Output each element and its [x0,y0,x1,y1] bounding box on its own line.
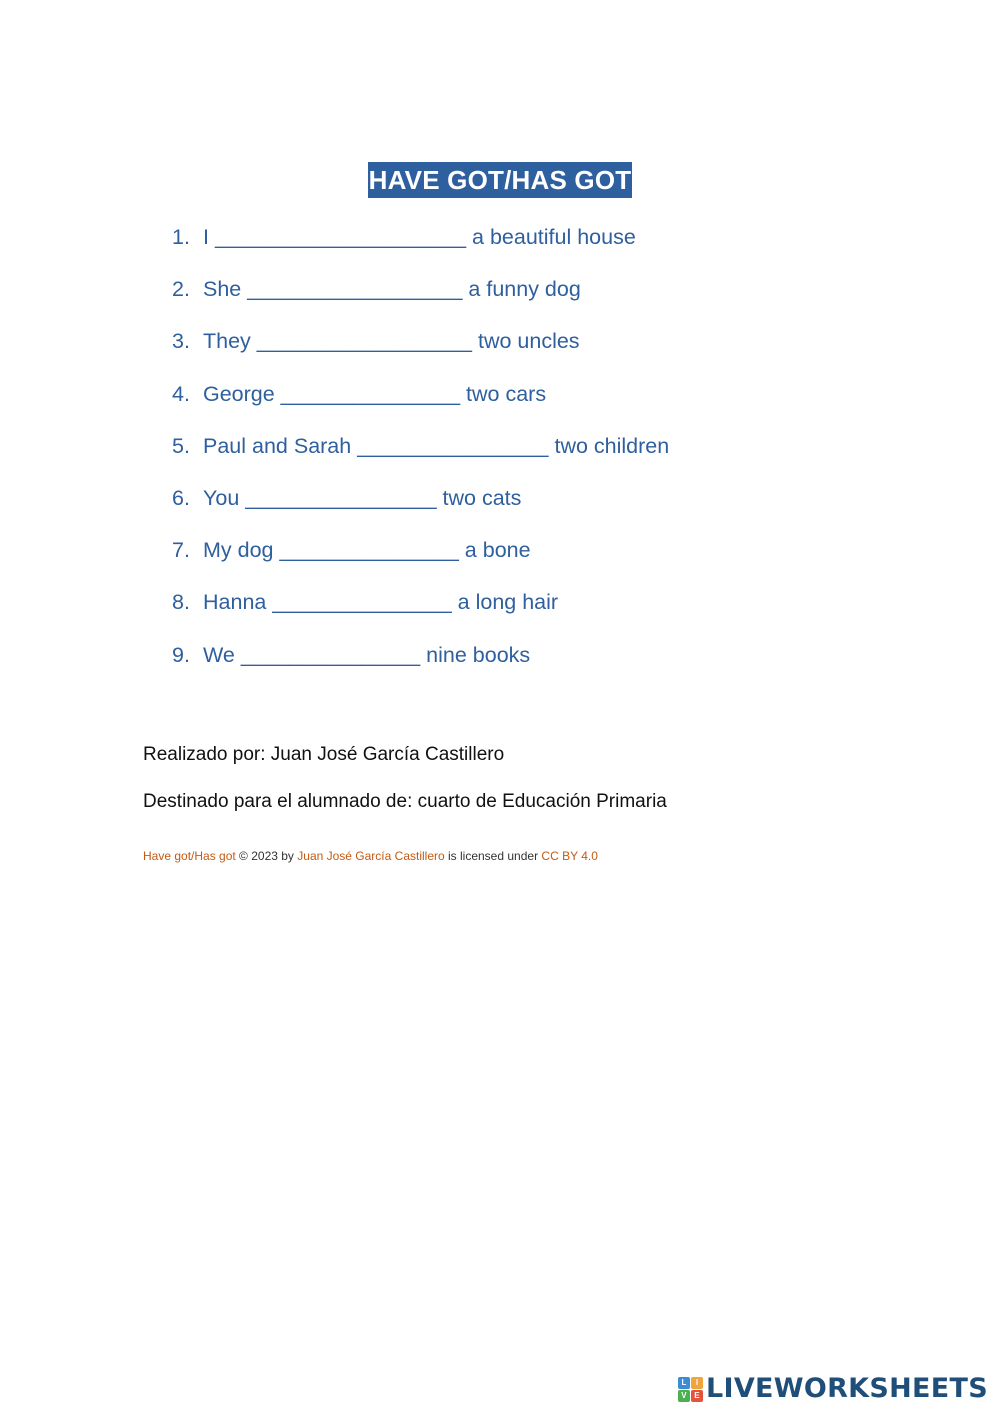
item-sentence: You ________________ two cats [203,485,522,510]
item-sentence: They __________________ two uncles [203,329,580,354]
liveworksheets-wordmark: LIVEWORKSHEETS [705,1373,988,1404]
logo-tile: E [691,1390,703,1402]
item-sentence: Hanna _______________ a long hair [203,590,559,615]
item-number: 4. [172,381,190,406]
item-sentence: I _____________________ a beautiful house [203,225,636,249]
credit-target: Destinado para el alumnado de: cuarto de Educación Primaria [143,791,667,812]
logo-tile: L [678,1377,690,1389]
exercise-item-9 [172,638,669,690]
item-number: 9. [172,642,190,667]
license-line [143,849,598,863]
exercise-item-1 [172,220,669,272]
item-sentence: She __________________ a funny dog [203,277,581,302]
item-sentence: George _______________ two cars [203,381,547,406]
exercise-item-6 [172,481,669,533]
exercise-item-5 [172,429,669,481]
item-sentence: We _______________ nine books [203,642,531,667]
liveworksheets-brand[interactable] [678,1374,988,1404]
exercise-list [172,220,669,690]
item-sentence: Paul and Sarah ________________ two children [203,433,670,458]
item-number: 7. [172,538,190,563]
worksheet-title-wrapper [0,162,1000,198]
license-work-link[interactable]: Have got/Has got [143,849,236,863]
exercise-item-3 [172,324,669,376]
item-number: 6. [172,485,190,510]
logo-tile: V [678,1390,690,1402]
item-number: 5. [172,433,190,458]
exercise-item-7 [172,533,669,585]
license-author-link[interactable]: Juan José García Castillero [297,849,445,863]
license-licensed-text: is licensed under [444,849,542,863]
license-name-link[interactable]: CC BY 4.0 [541,849,598,863]
item-number: 2. [172,277,190,302]
exercise-item-2 [172,272,669,324]
item-number: 8. [172,590,190,615]
logo-tile: I [691,1377,703,1389]
exercise-item-4 [172,377,669,429]
item-number: 3. [172,329,190,354]
worksheet-title: HAVE GOT/HAS GOT [368,162,633,198]
liveworksheets-logo-icon [678,1377,703,1402]
item-number: 1. [172,225,190,249]
license-copyright: © 2023 by [235,849,298,863]
credit-author: Realizado por: Juan José García Castillero [143,744,505,765]
item-sentence: My dog _______________ a bone [203,538,531,563]
exercise-item-8 [172,585,669,637]
